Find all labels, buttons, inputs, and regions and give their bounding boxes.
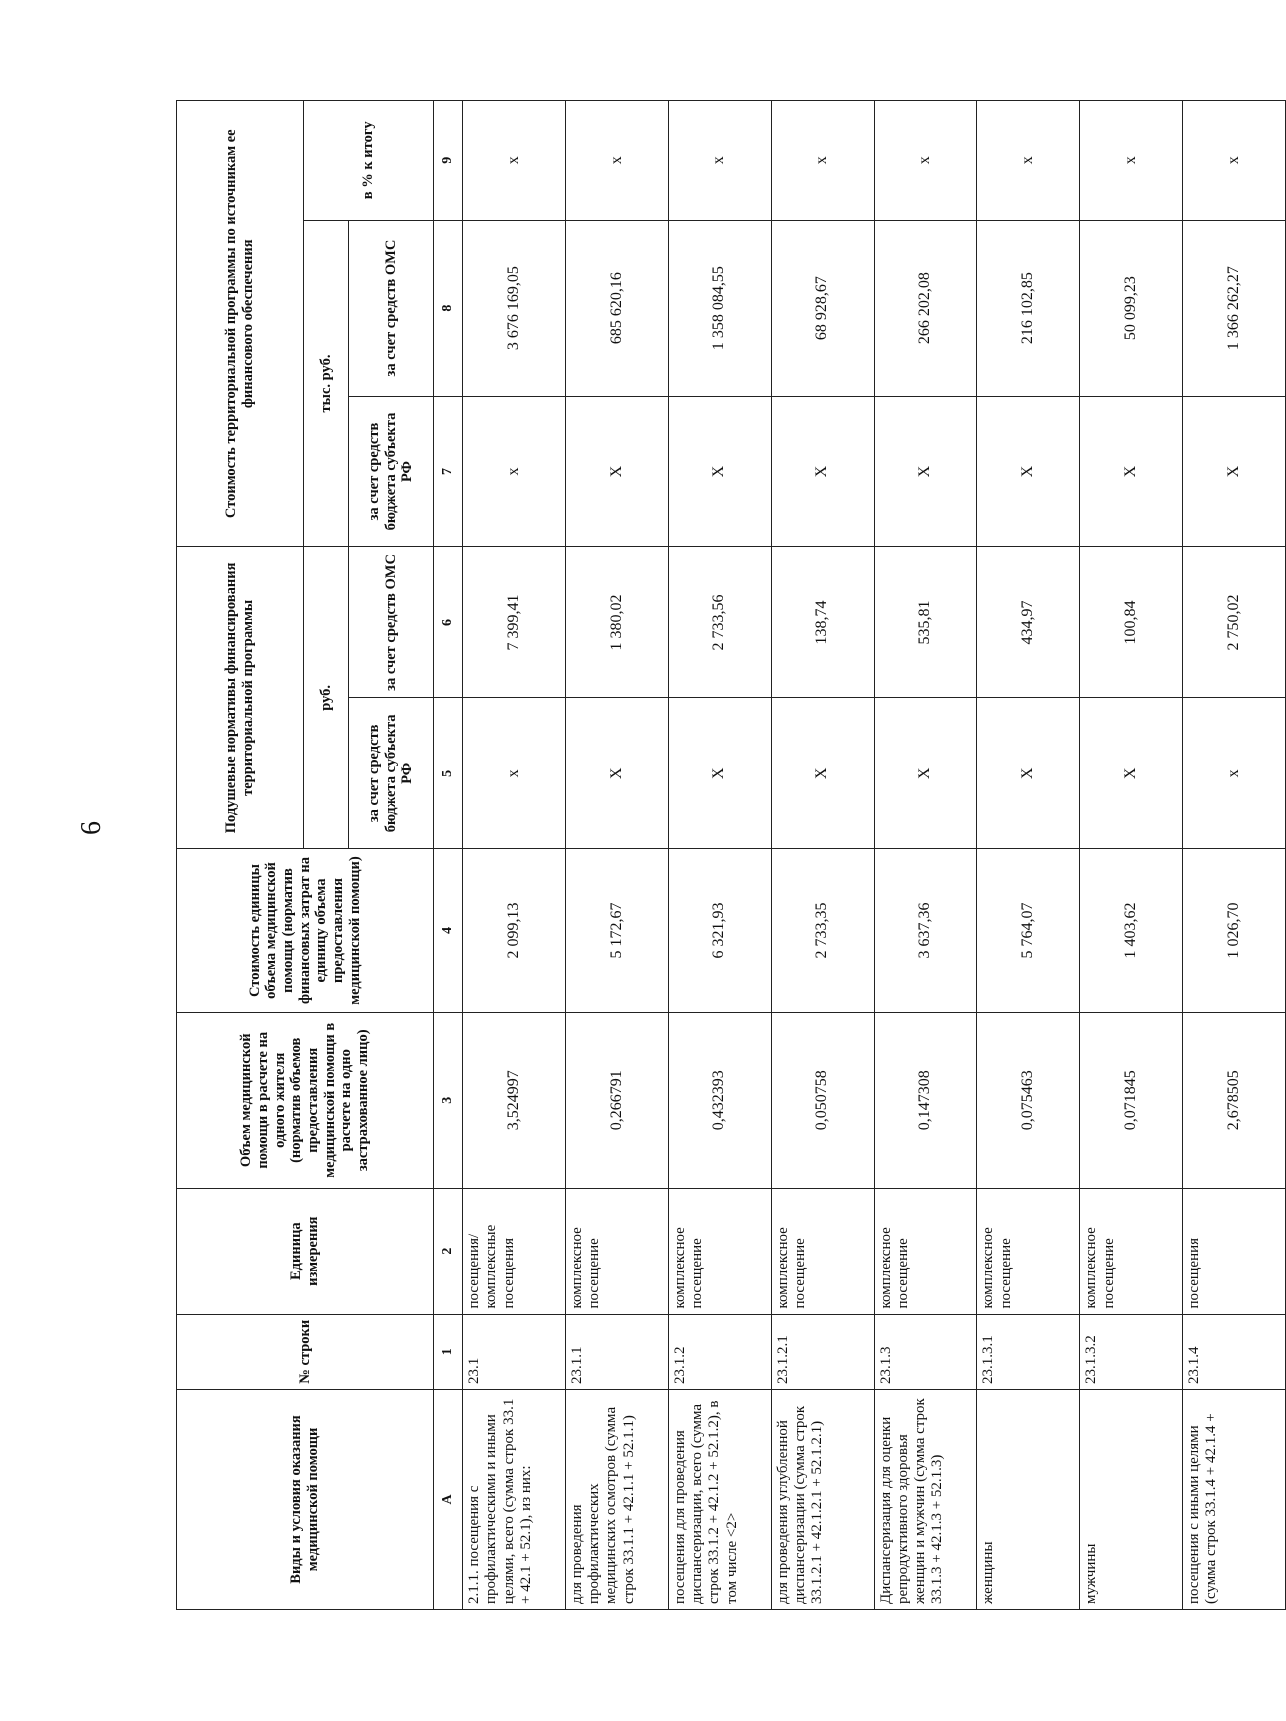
- program-table: [176, 100, 1286, 1610]
- row-pct: x: [1080, 101, 1183, 221]
- index-cell: 7: [434, 396, 463, 547]
- row-norm-budget: X: [1080, 698, 1183, 849]
- row-cost-oms: 3 676 169,05: [463, 220, 566, 396]
- row-volume: 2,678505: [1183, 1012, 1286, 1188]
- row-volume: 0,071845: [1080, 1012, 1183, 1188]
- row-norm-oms: 7 399,41: [463, 547, 566, 698]
- row-cost-oms: 1 358 084,55: [668, 220, 771, 396]
- row-code: 23.1.4: [1183, 1314, 1286, 1389]
- row-cost-oms: 1 366 262,27: [1183, 220, 1286, 396]
- table-row: [1080, 101, 1183, 1610]
- row-code: 23.1.3: [874, 1314, 977, 1389]
- row-name: 2.1.1. посещения с профилактическими и иными целями, всего (сумма строк 33.1 + 42.1 + 52.1), из них:: [463, 1389, 566, 1609]
- row-unit: комплексное посещение: [977, 1188, 1080, 1314]
- row-norm-budget: X: [977, 698, 1080, 849]
- header-rub: руб.: [304, 547, 349, 849]
- rotated-table-wrapper: [176, 100, 1286, 1610]
- row-volume: 0,075463: [977, 1012, 1080, 1188]
- table-row: [463, 101, 566, 1610]
- row-norm-budget: x: [1183, 698, 1286, 849]
- header-cost-oms: за счет средств ОМС: [349, 220, 434, 396]
- row-volume: 0,432393: [668, 1012, 771, 1188]
- row-norm-oms: 2 733,56: [668, 547, 771, 698]
- row-code: 23.1.3.2: [1080, 1314, 1183, 1389]
- index-cell: А: [434, 1389, 463, 1609]
- row-pct: x: [565, 101, 668, 221]
- row-pct: x: [977, 101, 1080, 221]
- row-cost-budget: x: [463, 396, 566, 547]
- row-unit: комплексное посещение: [565, 1188, 668, 1314]
- header-cost-budget: за счет средств бюджета субъекта РФ: [349, 396, 434, 547]
- row-volume: 0,147308: [874, 1012, 977, 1188]
- row-unit-cost: 5 764,07: [977, 849, 1080, 1012]
- row-unit: посещения/комплексные посещения: [463, 1188, 566, 1314]
- header-col-a: Виды и условия оказания медицинской помощи: [177, 1389, 434, 1609]
- row-volume: 3,524997: [463, 1012, 566, 1188]
- index-cell: 3: [434, 1012, 463, 1188]
- row-norm-budget: X: [874, 698, 977, 849]
- row-code: 23.1.2.1: [771, 1314, 874, 1389]
- row-norm-budget: X: [668, 698, 771, 849]
- row-cost-oms: 216 102,85: [977, 220, 1080, 396]
- row-volume: 0,266791: [565, 1012, 668, 1188]
- row-unit-cost: 6 321,93: [668, 849, 771, 1012]
- row-norm-budget: x: [463, 698, 566, 849]
- index-cell: 5: [434, 698, 463, 849]
- row-cost-oms: 685 620,16: [565, 220, 668, 396]
- header-col-1: № строки: [177, 1314, 434, 1389]
- row-unit-cost: 3 637,36: [874, 849, 977, 1012]
- row-code: 23.1.3.1: [977, 1314, 1080, 1389]
- row-cost-budget: X: [668, 396, 771, 547]
- table-row: [977, 101, 1080, 1610]
- row-volume: 0,050758: [771, 1012, 874, 1188]
- row-unit-cost: 1 403,62: [1080, 849, 1183, 1012]
- row-unit-cost: 5 172,67: [565, 849, 668, 1012]
- row-cost-oms: 50 099,23: [1080, 220, 1183, 396]
- row-cost-budget: X: [1080, 396, 1183, 547]
- row-norm-oms: 2 750,02: [1183, 547, 1286, 698]
- row-pct: x: [874, 101, 977, 221]
- row-cost-budget: X: [977, 396, 1080, 547]
- row-unit: комплексное посещение: [668, 1188, 771, 1314]
- index-cell: 8: [434, 220, 463, 396]
- row-norm-oms: 100,84: [1080, 547, 1183, 698]
- row-name: Диспансеризация для оценки репродуктивного здоровья женщин и мужчин (сумма строк 33.1.3 + 42.1.3 + 52.1.3): [874, 1389, 977, 1609]
- table-row: [565, 101, 668, 1610]
- row-norm-budget: X: [771, 698, 874, 849]
- row-cost-oms: 266 202,08: [874, 220, 977, 396]
- row-norm-oms: 434,97: [977, 547, 1080, 698]
- row-unit-cost: 1 026,70: [1183, 849, 1286, 1012]
- row-unit: комплексное посещение: [771, 1188, 874, 1314]
- row-name: для проведения профилактических медицинских осмотров (сумма строк 33.1.1 + 42.1.1 + 52.1.1): [565, 1389, 668, 1609]
- index-cell: 9: [434, 101, 463, 221]
- row-name: посещения с иными целями (сумма строк 33.1.4 + 42.1.4 +: [1183, 1389, 1286, 1609]
- row-norm-oms: 535,81: [874, 547, 977, 698]
- row-code: 23.1.1: [565, 1314, 668, 1389]
- row-name: женщины: [977, 1389, 1080, 1609]
- row-unit: комплексное посещение: [874, 1188, 977, 1314]
- header-group-norms: Подушевые нормативы финансирования территориальной программы: [177, 547, 304, 849]
- row-unit-cost: 2 099,13: [463, 849, 566, 1012]
- row-name: мужчины: [1080, 1389, 1183, 1609]
- row-code: 23.1: [463, 1314, 566, 1389]
- row-cost-budget: X: [1183, 396, 1286, 547]
- table-row: [771, 101, 874, 1610]
- row-code: 23.1.2: [668, 1314, 771, 1389]
- row-norm-budget: X: [565, 698, 668, 849]
- row-unit-cost: 2 733,35: [771, 849, 874, 1012]
- header-pct: в % к итогу: [304, 101, 434, 221]
- header-norm-oms: за счет средств ОМС: [349, 547, 434, 698]
- row-pct: x: [1183, 101, 1286, 221]
- row-unit: посещения: [1183, 1188, 1286, 1314]
- row-norm-oms: 138,74: [771, 547, 874, 698]
- header-group-cost: Стоимость территориальной программы по источникам ее финансового обеспечения: [177, 101, 304, 547]
- row-cost-budget: X: [874, 396, 977, 547]
- row-pct: x: [771, 101, 874, 221]
- table-row: [874, 101, 977, 1610]
- row-name: для проведения углубленной диспансеризации (сумма строк 33.1.2.1 + 42.1.2.1 + 52.1.2.1): [771, 1389, 874, 1609]
- index-cell: 2: [434, 1188, 463, 1314]
- row-pct: x: [463, 101, 566, 221]
- table-row: [1183, 101, 1286, 1610]
- index-cell: 4: [434, 849, 463, 1012]
- row-name: посещения для проведения диспансеризации, всего (сумма строк 33.1.2 + 42.1.2 + 52.1.2), в том числе <2>: [668, 1389, 771, 1609]
- table-body: [463, 101, 1286, 1610]
- table-row: [668, 101, 771, 1610]
- header-norm-budget: за счет средств бюджета субъекта РФ: [349, 698, 434, 849]
- header-col-4: Стоимость единицы объема медицинской помощи (норматив финансовых затрат на единицу объема предоставления медицинской помощи): [177, 849, 434, 1012]
- row-cost-budget: X: [565, 396, 668, 547]
- row-cost-budget: X: [771, 396, 874, 547]
- page-number: 6: [76, 821, 107, 835]
- row-unit: комплексное посещение: [1080, 1188, 1183, 1314]
- header-col-3: Объем медицинской помощи в расчете на одного жителя (норматив объемов предоставления медицинской помощи в расчете на одно застрахованное лицо): [177, 1012, 434, 1188]
- header-tys-rub: тыс. руб.: [304, 220, 349, 547]
- index-cell: 6: [434, 547, 463, 698]
- index-cell: 1: [434, 1314, 463, 1389]
- row-cost-oms: 68 928,67: [771, 220, 874, 396]
- row-norm-oms: 1 380,02: [565, 547, 668, 698]
- row-pct: x: [668, 101, 771, 221]
- header-col-2: Единица измерения: [177, 1188, 434, 1314]
